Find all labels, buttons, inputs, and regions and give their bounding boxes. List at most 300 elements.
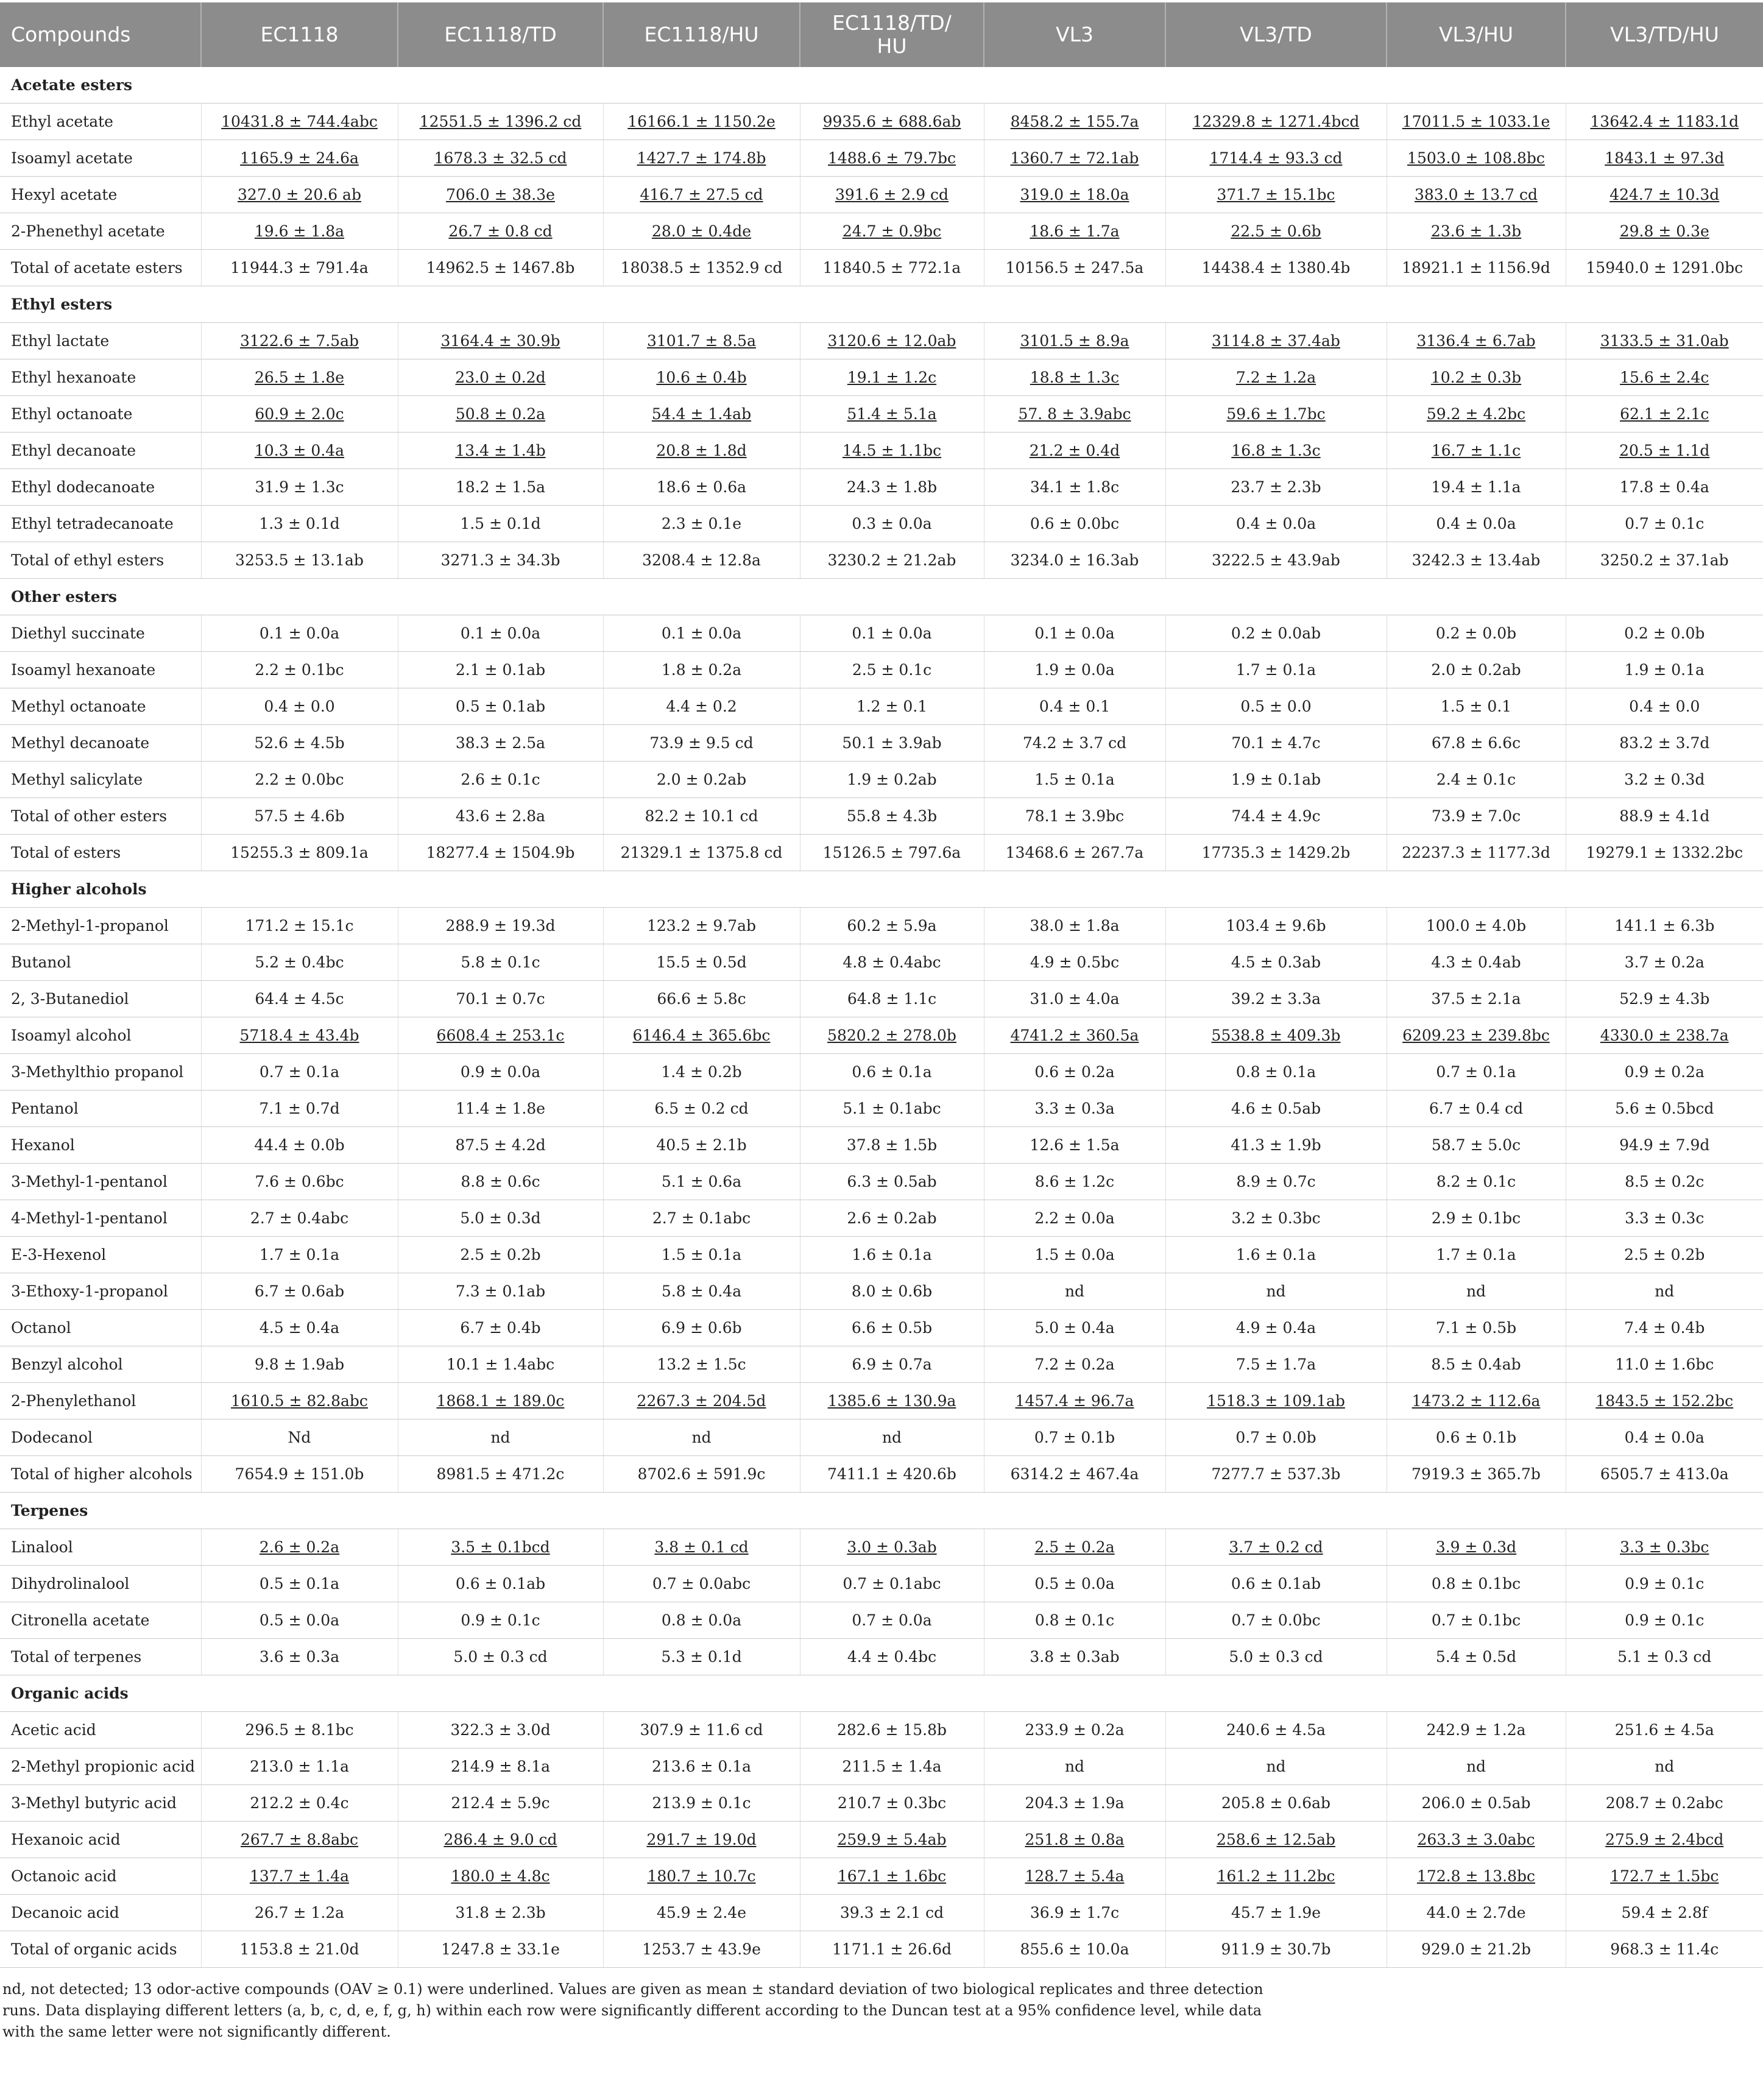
cell-value: 2.0 ± 0.2ab xyxy=(656,771,747,788)
cell-value: 17011.5 ± 1033.1e xyxy=(1402,113,1550,130)
table-cell xyxy=(603,469,800,506)
table-cell xyxy=(398,177,603,213)
compound-name: Hexyl acetate xyxy=(0,177,201,213)
table-cell xyxy=(800,1456,984,1493)
table-cell xyxy=(603,762,800,798)
table-row xyxy=(0,1091,1763,1127)
cell-value: 31.8 ± 2.3b xyxy=(455,1904,546,1921)
cell-value: 180.7 ± 10.7c xyxy=(647,1867,756,1885)
table-cell xyxy=(1165,359,1387,396)
table-cell xyxy=(398,1566,603,1602)
compound-name: Methyl decanoate xyxy=(0,725,201,762)
cell-value: 5.8 ± 0.1c xyxy=(461,953,540,971)
cell-value: 1247.8 ± 33.1e xyxy=(441,1940,560,1958)
compound-name: 2, 3-Butanediol xyxy=(0,981,201,1017)
table-cell xyxy=(201,1639,398,1675)
cell-value: 5820.2 ± 278.0b xyxy=(827,1027,956,1044)
table-cell xyxy=(1165,213,1387,250)
table-cell xyxy=(1165,908,1387,944)
table-cell xyxy=(603,1822,800,1858)
table-cell xyxy=(398,835,603,871)
cell-value: 3.0 ± 0.3ab xyxy=(847,1538,937,1556)
cell-value: 291.7 ± 19.0d xyxy=(646,1831,757,1848)
table-cell xyxy=(800,213,984,250)
cell-value: 16166.1 ± 1150.2e xyxy=(627,113,776,130)
cell-value: 212.2 ± 0.4c xyxy=(250,1794,349,1812)
cell-value: 1.7 ± 0.1a xyxy=(1436,1246,1516,1264)
cell-value: 1.9 ± 0.0a xyxy=(1034,661,1115,679)
table-cell xyxy=(984,1822,1165,1858)
cell-value: nd xyxy=(1266,1282,1286,1300)
cell-value: 7654.9 ± 151.0b xyxy=(235,1465,364,1483)
cell-value: 18038.5 ± 1352.9 cd xyxy=(620,259,783,277)
cell-value: 0.8 ± 0.0a xyxy=(661,1611,742,1629)
cell-value: 2.1 ± 0.1ab xyxy=(455,661,546,679)
table-cell xyxy=(201,1785,398,1822)
column-header-ec1118-td: EC1118/TD xyxy=(398,2,603,67)
table-row xyxy=(0,1456,1763,1493)
cell-value: 0.2 ± 0.0b xyxy=(1624,624,1705,642)
table-cell xyxy=(603,396,800,433)
cell-value: nd xyxy=(1655,1758,1675,1775)
section-title: Organic acids xyxy=(0,1675,1763,1712)
table-cell xyxy=(1165,1931,1387,1968)
table-row xyxy=(0,1383,1763,1419)
section-header-row xyxy=(0,1675,1763,1712)
table-cell xyxy=(1566,359,1763,396)
table-cell xyxy=(201,798,398,835)
table-cell xyxy=(800,1712,984,1748)
table-cell xyxy=(201,1054,398,1091)
cell-value: 288.9 ± 19.3d xyxy=(445,917,556,935)
table-cell xyxy=(398,359,603,396)
table-cell xyxy=(398,1346,603,1383)
cell-value: 3122.6 ± 7.5ab xyxy=(240,332,359,350)
compounds-table xyxy=(0,2,1763,1968)
table-cell xyxy=(398,213,603,250)
cell-value: 60.2 ± 5.9a xyxy=(847,917,937,935)
cell-value: 208.7 ± 0.2abc xyxy=(1605,1794,1723,1812)
cell-value: 0.1 ± 0.0a xyxy=(661,624,742,642)
table-cell xyxy=(1165,323,1387,359)
cell-value: 15.6 ± 2.4c xyxy=(1620,369,1709,386)
cell-value: 0.4 ± 0.1 xyxy=(1039,698,1111,715)
cell-value: 4.9 ± 0.5bc xyxy=(1030,953,1120,971)
cell-value: 18.6 ± 1.7a xyxy=(1030,222,1120,240)
table-cell xyxy=(984,506,1165,542)
table-cell xyxy=(1165,1091,1387,1127)
table-cell xyxy=(201,213,398,250)
cell-value: 9935.6 ± 688.6ab xyxy=(822,113,961,130)
cell-value: 1843.1 ± 97.3d xyxy=(1605,149,1725,167)
table-cell xyxy=(603,359,800,396)
table-cell xyxy=(800,762,984,798)
table-cell xyxy=(1566,798,1763,835)
cell-value: 0.6 ± 0.1ab xyxy=(1231,1575,1321,1593)
table-cell xyxy=(1165,506,1387,542)
table-cell xyxy=(201,725,398,762)
table-cell xyxy=(603,1054,800,1091)
table-cell xyxy=(1566,542,1763,579)
cell-value: Nd xyxy=(288,1429,311,1446)
cell-value: 12551.5 ± 1396.2 cd xyxy=(419,113,582,130)
compound-name: Isoamyl alcohol xyxy=(0,1017,201,1054)
cell-value: 3101.7 ± 8.5a xyxy=(647,332,756,350)
cell-value: 83.2 ± 3.7d xyxy=(1619,734,1710,752)
cell-value: 0.7 ± 0.1c xyxy=(1625,515,1705,532)
table-cell xyxy=(398,250,603,286)
cell-value: 1.5 ± 0.1a xyxy=(1034,771,1115,788)
table-cell xyxy=(1165,1822,1387,1858)
cell-value: 10.6 ± 0.4b xyxy=(656,369,747,386)
table-cell xyxy=(1566,981,1763,1017)
cell-value: 4.9 ± 0.4a xyxy=(1235,1319,1316,1337)
compound-name: Total of ethyl esters xyxy=(0,542,201,579)
cell-value: 7.1 ± 0.7d xyxy=(259,1100,340,1117)
table-cell xyxy=(1566,1237,1763,1273)
cell-value: 15126.5 ± 797.6a xyxy=(822,844,961,861)
table-cell xyxy=(1566,1346,1763,1383)
table-cell xyxy=(398,762,603,798)
cell-value: 2.2 ± 0.1bc xyxy=(255,661,344,679)
table-cell xyxy=(1387,1895,1566,1931)
table-row xyxy=(0,981,1763,1017)
table-cell xyxy=(603,981,800,1017)
cell-value: 6209.23 ± 239.8bc xyxy=(1402,1027,1550,1044)
cell-value: 16.7 ± 1.1c xyxy=(1431,442,1521,459)
cell-value: 19.4 ± 1.1a xyxy=(1431,478,1521,496)
cell-value: 15255.3 ± 809.1a xyxy=(230,844,369,861)
cell-value: 54.4 ± 1.4ab xyxy=(651,405,752,423)
cell-value: 6.9 ± 0.7a xyxy=(852,1356,932,1373)
cell-value: 8.8 ± 0.6c xyxy=(461,1173,540,1190)
compound-name: Acetic acid xyxy=(0,1712,201,1748)
table-cell xyxy=(800,1895,984,1931)
table-cell xyxy=(984,177,1165,213)
cell-value: 6.5 ± 0.2 cd xyxy=(654,1100,749,1117)
table-cell xyxy=(201,104,398,140)
table-cell xyxy=(1566,1822,1763,1858)
compound-name: Isoamyl hexanoate xyxy=(0,652,201,688)
table-cell xyxy=(398,1529,603,1566)
cell-value: 259.9 ± 5.4ab xyxy=(837,1831,947,1848)
table-cell xyxy=(984,469,1165,506)
table-row xyxy=(0,1164,1763,1200)
table-cell xyxy=(603,542,800,579)
cell-value: 251.6 ± 4.5a xyxy=(1614,1721,1714,1739)
cell-value: 45.9 ± 2.4e xyxy=(656,1904,747,1921)
table-cell xyxy=(984,908,1165,944)
cell-value: 36.9 ± 1.7c xyxy=(1030,1904,1120,1921)
table-row xyxy=(0,140,1763,177)
cell-value: 20.8 ± 1.8d xyxy=(656,442,747,459)
table-row xyxy=(0,1200,1763,1237)
compound-name: 3-Ethoxy-1-propanol xyxy=(0,1273,201,1310)
table-cell xyxy=(1387,652,1566,688)
table-cell xyxy=(1387,433,1566,469)
cell-value: 55.8 ± 4.3b xyxy=(846,807,938,825)
compound-name: Methyl octanoate xyxy=(0,688,201,725)
cell-value: 7.2 ± 0.2a xyxy=(1034,1356,1115,1373)
compound-name: 4-Methyl-1-pentanol xyxy=(0,1200,201,1237)
cell-value: 2.9 ± 0.1bc xyxy=(1431,1209,1521,1227)
table-cell xyxy=(984,1346,1165,1383)
cell-value: 1.7 ± 0.1a xyxy=(1235,661,1316,679)
table-cell xyxy=(201,1419,398,1456)
table-cell xyxy=(201,944,398,981)
table-cell xyxy=(1165,1529,1387,1566)
table-cell xyxy=(1566,944,1763,981)
cell-value: 211.5 ± 1.4a xyxy=(842,1758,942,1775)
table-cell xyxy=(984,1273,1165,1310)
compound-name: Isoamyl acetate xyxy=(0,140,201,177)
cell-value: 21.2 ± 0.4d xyxy=(1029,442,1120,459)
table-cell xyxy=(603,1383,800,1419)
cell-value: 87.5 ± 4.2d xyxy=(455,1136,546,1154)
section-title: Higher alcohols xyxy=(0,871,1763,908)
table-cell xyxy=(1165,1164,1387,1200)
cell-value: 1457.4 ± 96.7a xyxy=(1015,1392,1134,1410)
column-header-ec1118-hu: EC1118/HU xyxy=(603,2,800,67)
cell-value: 9.8 ± 1.9ab xyxy=(254,1356,345,1373)
table-cell xyxy=(398,1419,603,1456)
cell-value: 5.8 ± 0.4a xyxy=(661,1282,742,1300)
table-cell xyxy=(1165,1017,1387,1054)
table-cell xyxy=(201,177,398,213)
table-cell xyxy=(1165,1054,1387,1091)
cell-value: 39.2 ± 3.3a xyxy=(1231,990,1321,1008)
section-title: Ethyl esters xyxy=(0,286,1763,323)
table-cell xyxy=(1566,1712,1763,1748)
cell-value: 7.1 ± 0.5b xyxy=(1435,1319,1517,1337)
cell-value: 0.8 ± 0.1a xyxy=(1235,1063,1316,1081)
cell-value: 0.3 ± 0.0a xyxy=(852,515,932,532)
table-cell xyxy=(1387,1383,1566,1419)
cell-value: nd xyxy=(1064,1758,1085,1775)
section-header-row xyxy=(0,579,1763,615)
table-cell xyxy=(800,652,984,688)
column-header-vl3-td: VL3/TD xyxy=(1165,2,1387,67)
cell-value: 26.7 ± 0.8 cd xyxy=(448,222,553,240)
column-header-vl3: VL3 xyxy=(984,2,1165,67)
cell-value: 4.5 ± 0.3ab xyxy=(1231,953,1321,971)
cell-value: 3242.3 ± 13.4ab xyxy=(1411,551,1541,569)
table-row xyxy=(0,1529,1763,1566)
table-cell xyxy=(1566,1091,1763,1127)
table-cell xyxy=(398,1785,603,1822)
cell-value: 213.9 ± 0.1c xyxy=(652,1794,751,1812)
table-cell xyxy=(984,1310,1165,1346)
table-cell xyxy=(1165,140,1387,177)
compound-name: 2-Methyl-1-propanol xyxy=(0,908,201,944)
cell-value: 10.3 ± 0.4a xyxy=(254,442,345,459)
cell-value: 3.8 ± 0.1 cd xyxy=(654,1538,749,1556)
cell-value: 0.6 ± 0.0bc xyxy=(1030,515,1120,532)
compound-name: 3-Methyl butyric acid xyxy=(0,1785,201,1822)
table-cell xyxy=(201,762,398,798)
cell-value: 60.9 ± 2.0c xyxy=(255,405,344,423)
table-row xyxy=(0,104,1763,140)
table-cell xyxy=(603,1200,800,1237)
table-cell xyxy=(398,1273,603,1310)
table-cell xyxy=(1566,177,1763,213)
table-cell xyxy=(1566,1529,1763,1566)
compound-name: Decanoic acid xyxy=(0,1895,201,1931)
table-row xyxy=(0,1602,1763,1639)
cell-value: 45.7 ± 1.9e xyxy=(1231,1904,1321,1921)
table-cell xyxy=(800,1383,984,1419)
compound-name: Linalool xyxy=(0,1529,201,1566)
cell-value: 3250.2 ± 37.1ab xyxy=(1600,551,1729,569)
cell-value: 0.2 ± 0.0ab xyxy=(1231,624,1321,642)
cell-value: 100.0 ± 4.0b xyxy=(1426,917,1527,935)
compound-name: Ethyl lactate xyxy=(0,323,201,359)
table-cell xyxy=(1387,1346,1566,1383)
table-row xyxy=(0,1785,1763,1822)
cell-value: 103.4 ± 9.6b xyxy=(1226,917,1326,935)
cell-value: 3.7 ± 0.2 cd xyxy=(1229,1538,1323,1556)
cell-value: 8.5 ± 0.2c xyxy=(1625,1173,1705,1190)
table-row xyxy=(0,1566,1763,1602)
cell-value: 13.4 ± 1.4b xyxy=(455,442,546,459)
cell-value: 52.6 ± 4.5b xyxy=(254,734,345,752)
table-row xyxy=(0,1931,1763,1968)
cell-value: 1.5 ± 0.1 xyxy=(1440,698,1512,715)
cell-value: 1488.6 ± 79.7bc xyxy=(828,149,956,167)
table-row xyxy=(0,1895,1763,1931)
cell-value: nd xyxy=(490,1429,511,1446)
table-cell xyxy=(984,1529,1165,1566)
cell-value: 51.4 ± 5.1a xyxy=(847,405,937,423)
table-cell xyxy=(1165,1237,1387,1273)
cell-value: 20.5 ± 1.1d xyxy=(1619,442,1710,459)
table-cell xyxy=(1566,433,1763,469)
cell-value: 67.8 ± 6.6c xyxy=(1431,734,1521,752)
table-row xyxy=(0,213,1763,250)
table-cell xyxy=(603,688,800,725)
cell-value: 0.2 ± 0.0b xyxy=(1435,624,1517,642)
table-cell xyxy=(603,908,800,944)
table-row xyxy=(0,1273,1763,1310)
table-cell xyxy=(984,1164,1165,1200)
table-cell xyxy=(800,1091,984,1127)
table-cell xyxy=(398,1639,603,1675)
cell-value: 4.3 ± 0.4ab xyxy=(1431,953,1521,971)
cell-value: 3230.2 ± 21.2ab xyxy=(827,551,956,569)
table-cell xyxy=(1165,944,1387,981)
cell-value: 1.5 ± 0.1d xyxy=(460,515,541,532)
cell-value: 6314.2 ± 467.4a xyxy=(1010,1465,1139,1483)
cell-value: 19.6 ± 1.8a xyxy=(254,222,345,240)
table-cell xyxy=(603,1931,800,1968)
cell-value: 6608.4 ± 253.1c xyxy=(436,1027,565,1044)
compound-name: Methyl salicylate xyxy=(0,762,201,798)
table-cell xyxy=(800,506,984,542)
cell-value: 17735.3 ± 1429.2b xyxy=(1201,844,1351,861)
table-cell xyxy=(1566,396,1763,433)
table-cell xyxy=(398,396,603,433)
compound-name: Hexanoic acid xyxy=(0,1822,201,1858)
cell-value: 10431.8 ± 744.4abc xyxy=(221,113,378,130)
table-cell xyxy=(984,1895,1165,1931)
table-cell xyxy=(1387,1712,1566,1748)
cell-value: 1.3 ± 0.1d xyxy=(259,515,340,532)
table-cell xyxy=(1387,213,1566,250)
table-cell xyxy=(1387,798,1566,835)
cell-value: 855.6 ± 10.0a xyxy=(1020,1940,1129,1958)
table-cell xyxy=(603,1858,800,1895)
cell-value: 1.9 ± 0.1a xyxy=(1624,661,1705,679)
cell-value: 8.9 ± 0.7c xyxy=(1236,1173,1316,1190)
table-cell xyxy=(1566,1566,1763,1602)
table-cell xyxy=(398,1456,603,1493)
cell-value: 5.4 ± 0.5d xyxy=(1435,1648,1517,1666)
table-cell xyxy=(984,1419,1165,1456)
cell-value: 23.0 ± 0.2d xyxy=(455,369,546,386)
cell-value: 3.9 ± 0.3d xyxy=(1435,1538,1517,1556)
table-cell xyxy=(603,1602,800,1639)
cell-value: 19279.1 ± 1332.2bc xyxy=(1586,844,1744,861)
cell-value: 1165.9 ± 24.6a xyxy=(240,149,359,167)
compound-name: Ethyl hexanoate xyxy=(0,359,201,396)
cell-value: 0.6 ± 0.2a xyxy=(1034,1063,1115,1081)
table-cell xyxy=(984,1054,1165,1091)
cell-value: 11944.3 ± 791.4a xyxy=(230,259,369,277)
cell-value: 28.0 ± 0.4de xyxy=(651,222,752,240)
table-cell xyxy=(1387,469,1566,506)
table-cell xyxy=(1387,1237,1566,1273)
cell-value: 59.6 ± 1.7bc xyxy=(1226,405,1326,423)
table-cell xyxy=(603,615,800,652)
cell-value: 3120.6 ± 12.0ab xyxy=(827,332,956,350)
table-cell xyxy=(398,1091,603,1127)
table-cell xyxy=(1165,1127,1387,1164)
cell-value: 1473.2 ± 112.6a xyxy=(1411,1392,1541,1410)
section-header-row xyxy=(0,1493,1763,1529)
table-row xyxy=(0,506,1763,542)
section-header-row xyxy=(0,286,1763,323)
cell-value: 29.8 ± 0.3e xyxy=(1619,222,1709,240)
table-cell xyxy=(1387,506,1566,542)
table-cell xyxy=(984,1639,1165,1675)
table-cell xyxy=(1566,762,1763,798)
cell-value: 57. 8 ± 3.9abc xyxy=(1018,405,1131,423)
table-row xyxy=(0,762,1763,798)
table-cell xyxy=(201,1273,398,1310)
table-cell xyxy=(1165,725,1387,762)
table-cell xyxy=(984,542,1165,579)
compound-name: Ethyl octanoate xyxy=(0,396,201,433)
cell-value: 0.5 ± 0.0a xyxy=(1034,1575,1115,1593)
table-cell xyxy=(984,835,1165,871)
table-cell xyxy=(800,542,984,579)
table-cell xyxy=(1387,615,1566,652)
cell-value: 1.5 ± 0.1a xyxy=(661,1246,742,1264)
table-cell xyxy=(1566,688,1763,725)
cell-value: 39.3 ± 2.1 cd xyxy=(839,1904,944,1921)
section-header-row xyxy=(0,871,1763,908)
table-cell xyxy=(1387,1273,1566,1310)
table-cell xyxy=(1165,1602,1387,1639)
cell-value: 213.6 ± 0.1a xyxy=(651,1758,752,1775)
table-row xyxy=(0,1127,1763,1164)
table-cell xyxy=(398,1712,603,1748)
cell-value: 0.1 ± 0.0a xyxy=(259,624,340,642)
table-cell xyxy=(398,1164,603,1200)
cell-value: 2.2 ± 0.0bc xyxy=(255,771,344,788)
cell-value: 5.0 ± 0.4a xyxy=(1034,1319,1115,1337)
cell-value: 0.4 ± 0.0 xyxy=(264,698,335,715)
